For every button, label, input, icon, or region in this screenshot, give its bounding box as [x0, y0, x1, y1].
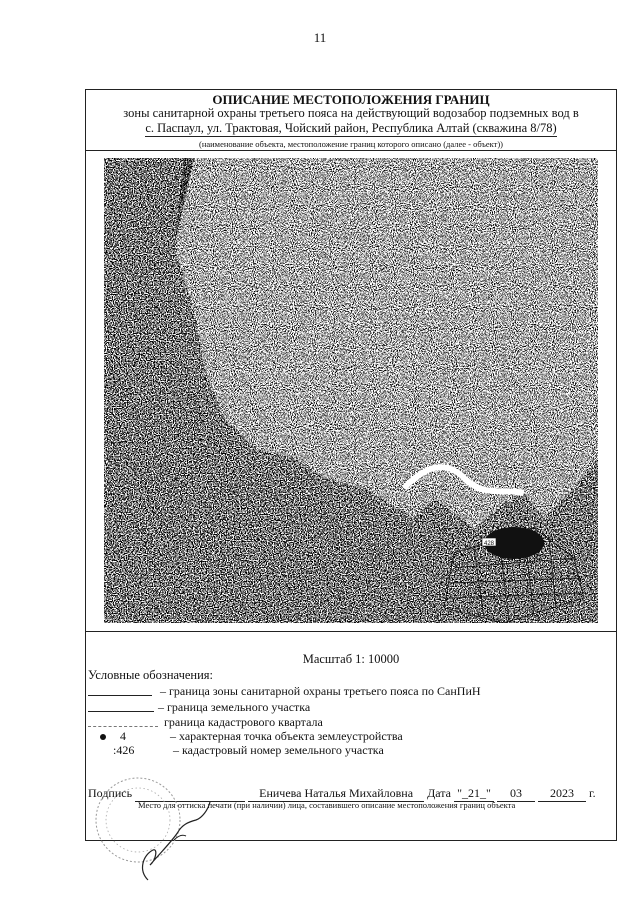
- document-title: ОПИСАНИЕ МЕСТОПОЛОЖЕНИЯ ГРАНИЦ: [212, 92, 490, 107]
- legend-item-text: – граница земельного участка: [158, 700, 311, 714]
- subtitle-line-1: зоны санитарной охраны третьего пояса на действующий водозабор подземных вод в: [123, 106, 579, 120]
- page-number: 11: [313, 30, 327, 45]
- legend-item-text: – характерная точка объекта землеустройства: [170, 729, 403, 743]
- stamp-signature-mark: [78, 770, 218, 890]
- object-caption: (наименование объекта, местоположение границ которого описано (далее - объект)): [198, 139, 504, 149]
- date-year: 2023: [538, 786, 586, 802]
- zone-boundary-line-symbol: [88, 695, 152, 696]
- cadastral-code-symbol: :426: [113, 743, 135, 757]
- map-parcel-label: 428: [484, 541, 495, 547]
- date-label: Дата: [427, 786, 451, 800]
- stamp-caption: Место для оттиска печати (при наличии) лица, составившего описание местоположения границ объекта: [138, 800, 516, 810]
- cadastral-quarter-line-symbol: [88, 726, 158, 727]
- satellite-map: [104, 158, 598, 623]
- legend-item-cadastral-quarter: [88, 715, 323, 730]
- document-subtitle: [95, 106, 607, 137]
- legend-title: Условные обозначения:: [88, 668, 214, 682]
- date-year-suffix: г.: [589, 786, 596, 800]
- point-symbol-text: 4: [120, 729, 126, 743]
- header-divider: [85, 150, 617, 151]
- map-scale: Масштаб 1: 10000: [302, 652, 400, 666]
- legend-item-text: – граница зоны санитарной охраны третьего пояса по СанПиН: [160, 684, 481, 698]
- signature-label: Подпись: [88, 786, 133, 800]
- legend-item-text: граница кадастрового квартала: [164, 715, 323, 729]
- signer-name: Еничева Наталья Михайловна: [248, 786, 424, 802]
- land-plot-line-symbol: [88, 711, 154, 712]
- legend-item-point: [100, 729, 403, 744]
- subtitle-line-2: с. Паспаул, ул. Трактовая, Чойский район, Республика Алтай (скважина 8/78): [145, 121, 557, 135]
- legend-item-text: – кадастровый номер земельного участка: [173, 743, 384, 757]
- legend-item-land-plot: [88, 700, 310, 715]
- map-divider: [85, 631, 617, 632]
- legend-item-cadastral-number: [113, 743, 384, 758]
- date-month: 03: [497, 786, 535, 802]
- legend-item-zone-boundary: [88, 684, 481, 699]
- date-day: "_21_": [454, 786, 494, 802]
- point-dot-icon: [100, 734, 106, 740]
